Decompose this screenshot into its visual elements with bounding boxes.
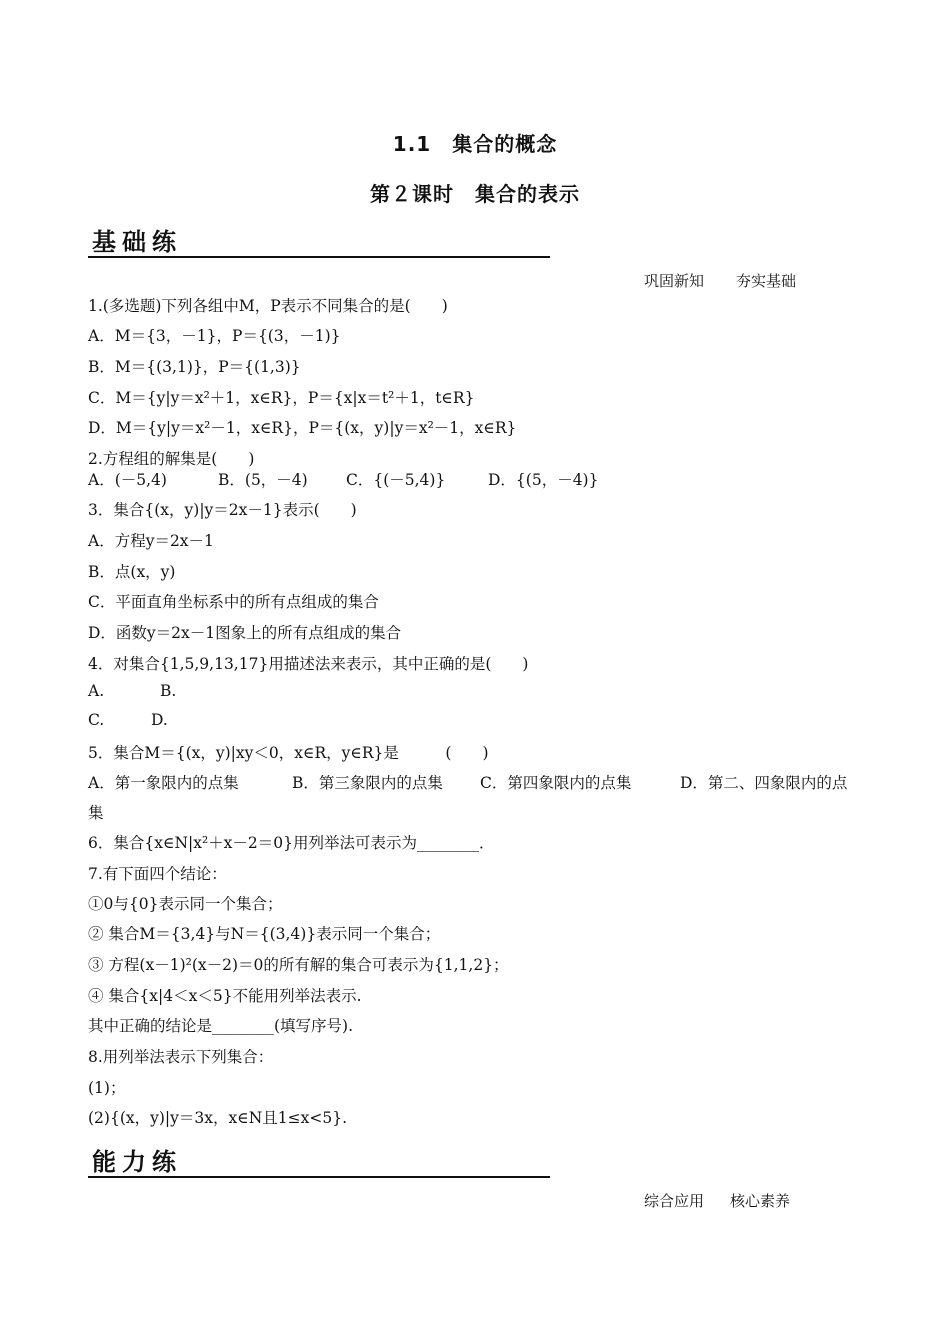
question-4-option-a: A. — [88, 682, 105, 700]
question-3-option-b: B．点(x，y) — [88, 563, 176, 581]
section-tag-a: 综合应用 — [644, 1192, 705, 1210]
question-2-option-a: A．(－5,4) — [88, 471, 167, 489]
section-heading-ability: 能力练 — [88, 1148, 550, 1178]
question-4-option-b: B. — [160, 682, 177, 700]
question-5-option-c: C．第四象限内的点集 — [480, 774, 632, 792]
question-8: 8.用列举法表示下列集合： — [88, 1048, 274, 1066]
question-3-option-d: D．函数y＝2x－1图象上的所有点组成的集合 — [88, 624, 402, 642]
question-5-option-a: A．第一象限内的点集 — [88, 774, 239, 792]
question-1: 1.(多选题)下列各组中M，P表示不同集合的是( ) — [88, 297, 448, 315]
section-tag-a: 巩固新知 — [644, 272, 705, 290]
question-2-option-b: B．(5，－4) — [218, 471, 308, 489]
question-5-options — [88, 771, 847, 793]
question-2: 2.方程组的解集是( ) — [88, 450, 255, 468]
question-3-option-a: A．方程y＝2x－1 — [88, 532, 214, 550]
question-7-answer-prompt: 其中正确的结论是________(填写序号). — [88, 1017, 354, 1035]
question-5: 5．集合M＝{(x，y)|xy＜0，x∈R，y∈R}是 ( ) — [88, 744, 489, 762]
section-tag-b: 夯实基础 — [736, 272, 797, 290]
question-1-option-c: C．M＝{y|y＝x²＋1，x∈R}，P＝{x|x＝t²＋1，t∈R} — [88, 389, 475, 407]
question-7: 7.有下面四个结论： — [88, 865, 227, 883]
question-5-option-b: B．第三象限内的点集 — [292, 774, 443, 792]
question-7-statement-3: ③ 方程(x－1)²(x－2)＝0的所有解的集合可表示为{1,1,2}； — [88, 956, 509, 974]
question-8-part-2: (2){(x，y)|y＝3x，x∈N且1≤x<5}. — [88, 1109, 347, 1127]
question-1-option-a: A．M＝{3，－1}，P＝{(3，－1)} — [88, 327, 341, 345]
question-7-statement-2: ② 集合M＝{3,4}与N＝{(3,4)}表示同一个集合； — [88, 925, 441, 943]
question-3-option-c: C．平面直角坐标系中的所有点组成的集合 — [88, 593, 379, 611]
question-5-option-d: D．第二、四象限内的点 — [680, 774, 848, 792]
question-2-option-c: C．{(－5,4)} — [346, 471, 446, 489]
question-4: 4．对集合{1,5,9,13,17}用描述法来表示，其中正确的是( ) — [88, 655, 529, 673]
question-6: 6．集合{x∈N|x²＋x－2＝0}用列举法可表示为________． — [88, 834, 495, 852]
question-3: 3．集合{(x，y)|y＝2x－1}表示( ) — [88, 501, 357, 519]
section-tag-ability — [644, 1190, 790, 1211]
question-8-part-1: (1)； — [88, 1079, 126, 1097]
question-5-option-d-continued: 集 — [88, 804, 104, 822]
chapter-title: 1.1 集合的概念 — [392, 132, 558, 156]
question-4-options-cd — [88, 711, 168, 729]
question-4-options-ab — [88, 682, 176, 700]
question-4-option-c: C. — [88, 711, 105, 729]
section-heading-basic: 基础练 — [88, 228, 550, 258]
question-1-option-b: B．M＝{(3,1)}，P＝{(1,3)} — [88, 358, 301, 376]
question-1-option-d: D．M＝{y|y＝x²－1，x∈R}，P＝{(x，y)|y＝x²－1，x∈R} — [88, 419, 517, 437]
question-2-option-d: D．{(5，－4)} — [488, 471, 599, 489]
question-7-statement-1: ①0与{0}表示同一个集合； — [88, 895, 283, 913]
section-tag-basic — [644, 270, 796, 291]
question-7-statement-4: ④ 集合{x|4＜x＜5}不能用列举法表示. — [88, 987, 362, 1005]
question-2-options — [88, 468, 598, 490]
lesson-title: 第２课时 集合的表示 — [370, 182, 580, 206]
question-4-option-d: D. — [151, 711, 168, 729]
section-tag-b: 核心素养 — [730, 1192, 791, 1210]
